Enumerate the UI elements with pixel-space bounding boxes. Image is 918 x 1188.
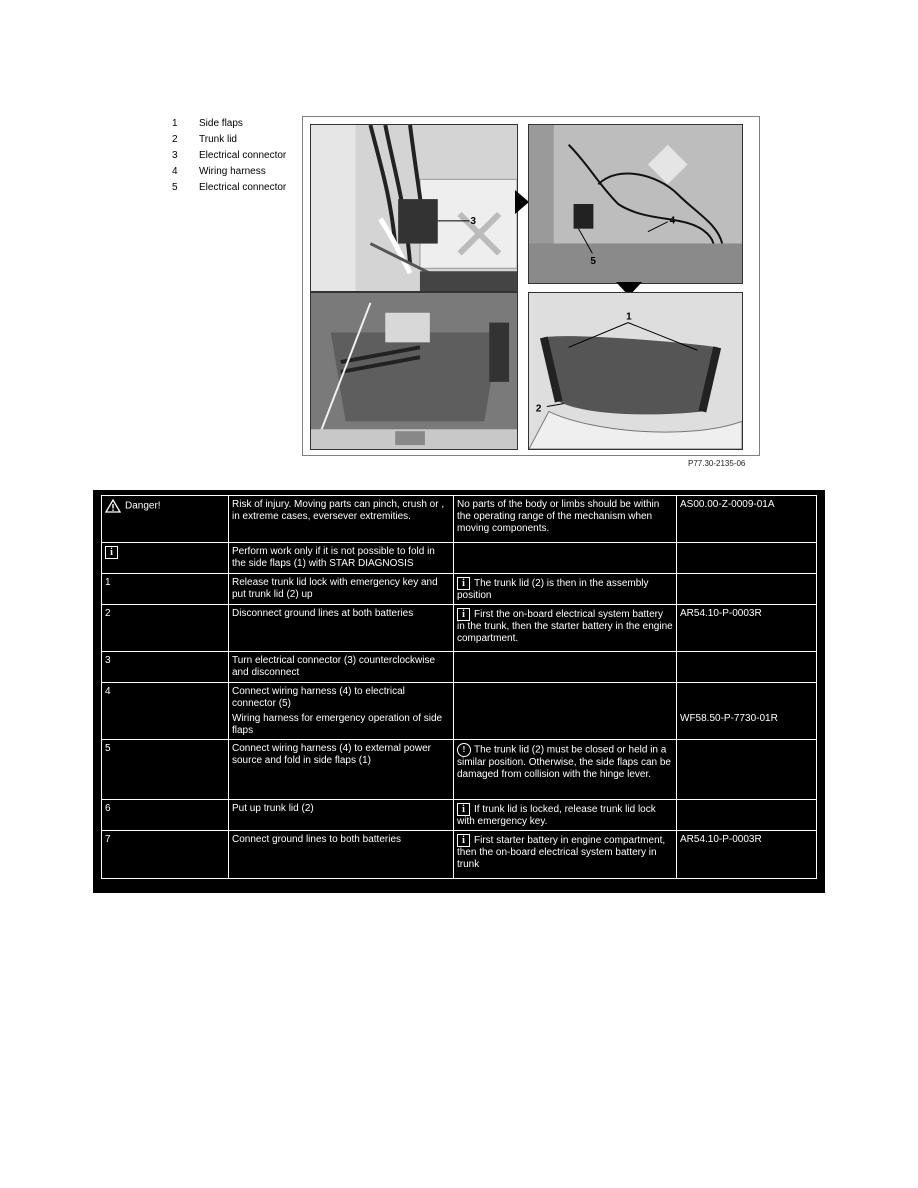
procedure-table	[93, 490, 825, 893]
table-row	[102, 800, 817, 831]
step-text: Connect wiring harness (4) to electrical connector (5)	[232, 686, 405, 710]
table-cell	[454, 800, 677, 831]
warning-icon	[105, 499, 121, 513]
photo-side-flaps	[528, 292, 743, 450]
photo-wiring-harness	[528, 124, 743, 284]
callout-2: 2	[535, 403, 542, 415]
table-cell: Turn electrical connector (3) counterclockwise and disconnect	[229, 652, 454, 683]
callout-4: 4	[669, 215, 676, 227]
table-cell: No parts of the body or limbs should be within the operating range of the mechanism when moving components.	[454, 496, 677, 543]
table-cell: Put up trunk lid (2)	[229, 800, 454, 831]
legend-number: 5	[172, 182, 178, 193]
legend-item	[172, 180, 286, 196]
table-cell	[454, 740, 677, 800]
table-cell	[677, 543, 817, 574]
table-cell: Connect wiring harness (4) to external power source and fold in side flaps (1)	[229, 740, 454, 800]
info-icon: i	[457, 834, 470, 847]
legend-item	[172, 148, 286, 164]
arrow-right-icon	[515, 190, 529, 214]
legend-number: 3	[172, 150, 178, 161]
legend-label: Wiring harness	[199, 166, 266, 177]
table-row	[102, 605, 817, 652]
legend-label: Electrical connector	[199, 150, 287, 161]
note-text: First the on-board electrical system battery in the trunk, then the starter battery in the engine compartment.	[457, 609, 673, 645]
legend-number: 2	[172, 134, 178, 145]
table-cell	[677, 652, 817, 683]
legend-item	[172, 116, 286, 132]
legend-label: Electrical connector	[199, 182, 287, 193]
table-cell	[454, 652, 677, 683]
legend-item	[172, 164, 286, 180]
figure-code: P77.30-2135-06	[688, 459, 746, 468]
danger-cell	[102, 496, 229, 543]
danger-label: Danger!	[125, 500, 161, 512]
reference-link[interactable]: AS00.00-Z-0009-01A	[677, 496, 817, 543]
legend-item	[172, 132, 286, 148]
step-number: 5	[102, 740, 229, 800]
callout-1: 1	[626, 311, 632, 323]
step-number: 6	[102, 800, 229, 831]
reference-text: WF58.50-P-7730-01R	[680, 713, 778, 725]
table-cell	[677, 740, 817, 800]
step-number: 7	[102, 831, 229, 879]
callout-3: 3	[470, 215, 476, 227]
reference-link[interactable]: AR54.10-P-0003R	[677, 831, 817, 879]
table-cell: Disconnect ground lines at both batteries	[229, 605, 454, 652]
table-cell	[454, 605, 677, 652]
note-text: If trunk lid is locked, release trunk lid lock with emergency key.	[457, 804, 656, 828]
step-number: 3	[102, 652, 229, 683]
table-cell	[677, 800, 817, 831]
table-row	[102, 652, 817, 683]
table-row	[102, 740, 817, 800]
info-icon: i	[457, 577, 470, 590]
caution-icon: !	[457, 743, 471, 757]
legend-label: Trunk lid	[199, 134, 237, 145]
table-cell	[454, 543, 677, 574]
table-cell: Perform work only if it is not possible to fold in the side flaps (1) with STAR DIAGNOSIS	[229, 543, 454, 574]
info-icon: i	[457, 803, 470, 816]
step-subtext: Wiring harness for emergency operation of side flaps	[232, 713, 443, 737]
trunk-photo-figure	[302, 116, 760, 456]
table-cell	[454, 831, 677, 879]
table-cell: Release trunk lid lock with emergency key and put trunk lid (2) up	[229, 574, 454, 605]
legend-number: 1	[172, 118, 178, 129]
table-row	[102, 831, 817, 879]
table-cell	[677, 574, 817, 605]
photo-connector-detail	[310, 124, 518, 292]
table-cell: Connect ground lines to both batteries	[229, 831, 454, 879]
reference-link[interactable]	[677, 683, 817, 740]
legend-label: Side flaps	[199, 118, 243, 129]
step-number: 4	[102, 683, 229, 740]
reference-link[interactable]: AR54.10-P-0003R	[677, 605, 817, 652]
table-row	[102, 496, 817, 543]
callout-5: 5	[590, 256, 596, 268]
table-cell	[102, 543, 229, 574]
table-cell	[229, 683, 454, 740]
step-number: 2	[102, 605, 229, 652]
note-text: The trunk lid (2) is then in the assembly position	[457, 578, 649, 602]
table-cell	[454, 683, 677, 740]
table-row	[102, 574, 817, 605]
step-number: 1	[102, 574, 229, 605]
table-row	[102, 543, 817, 574]
table-cell	[454, 574, 677, 605]
note-text: The trunk lid (2) must be closed or held in a similar position. Otherwise, the side flaps can be damaged from collision with the hinge lever.	[457, 744, 671, 781]
note-text: First starter battery in engine compartment, then the on-board electrical system battery in trunk	[457, 835, 666, 871]
legend-number: 4	[172, 166, 178, 177]
info-icon: i	[105, 546, 118, 559]
table-row	[102, 683, 817, 740]
photo-trunk-overview	[310, 292, 518, 450]
table-cell: Risk of injury. Moving parts can pinch, crush or , in extreme cases, eversever extremities.	[229, 496, 454, 543]
info-icon: i	[457, 608, 470, 621]
figure-legend	[172, 116, 286, 196]
